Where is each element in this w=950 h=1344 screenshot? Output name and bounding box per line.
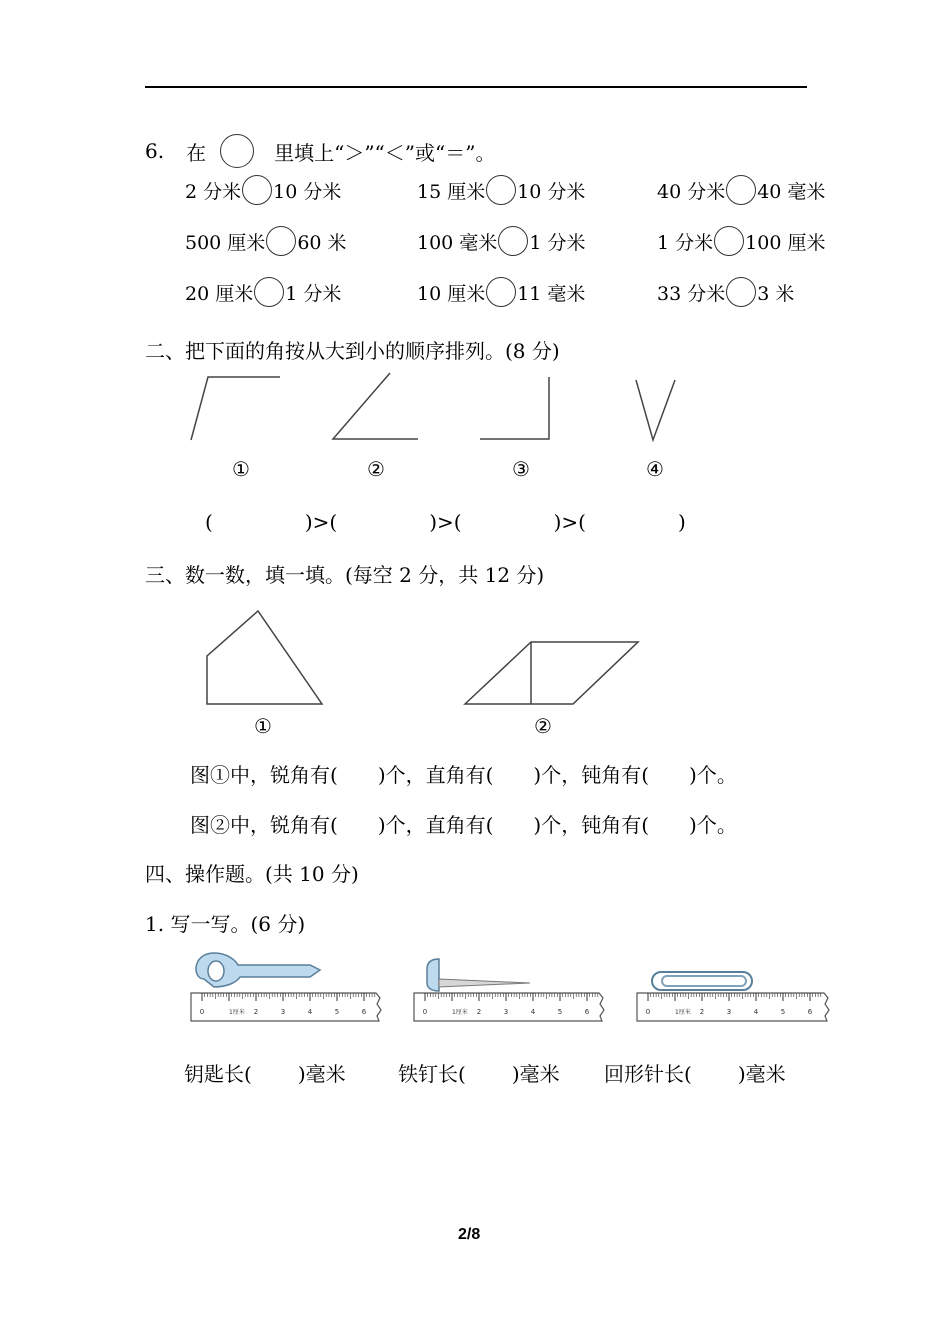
q1-title: 1. 写一写。(6 分) [145,912,306,936]
angle-label-2: ② [367,457,385,481]
ruler-nail-group [413,947,605,1023]
shape-1-figure [207,611,322,704]
ruler [190,992,382,1022]
ruler-graphic [190,992,382,1022]
q6-prefix: 在 [186,140,207,165]
angle-label-3: ③ [512,457,530,481]
shape-label-2: ② [534,714,552,738]
section3-title: 三、数一数，填一填。(每空 2 分，共 12 分) [145,563,545,587]
angle-2-figure [333,373,418,439]
q6-number: 6. [145,139,165,163]
order-answer-line: ( )>( )>( )>( ) [205,510,686,534]
compare-item: 2 分米 10 分米 [185,175,341,205]
section4-title: 四、操作题。(共 10 分) [145,862,359,886]
ruler [636,992,830,1022]
ruler-tick-label: 4 [753,1008,759,1016]
ruler-tick-label: 4 [307,1008,313,1016]
ruler-tick-label: 5 [780,1008,786,1016]
ruler-tick-label: 6 [584,1008,590,1016]
compare-item: 20 厘米 1 分米 [185,277,341,307]
ruler-tick-label: 6 [807,1008,813,1016]
ruler-tick-label: 5 [557,1008,563,1016]
shape-label-1: ① [254,714,272,738]
angle-label-1: ① [232,457,250,481]
section2-title: 二、把下面的角按从大到小的顺序排列。(8 分) [145,339,560,363]
compare-item: 100 毫米 1 分米 [417,226,585,256]
ruler-tick-label: 4 [530,1008,536,1016]
ruler-tick-label: 1厘米 [229,1009,245,1016]
ruler-graphic [413,992,605,1022]
ruler-tick-label: 1厘米 [452,1009,468,1016]
angle-label-4: ④ [646,457,664,481]
angle-3-figure [480,377,549,439]
angle-1-figure [191,377,280,440]
shape-2-figure [465,642,638,704]
compare-item: 15 厘米 10 分米 [417,175,585,205]
ruler-paperclip-group [636,947,830,1023]
ruler-tick-label: 3 [726,1008,732,1016]
compare-item: 40 分米 40 毫米 [657,175,825,205]
nail-answer: 铁钉长( )毫米 [398,1062,560,1086]
compare-item: 500 厘米 60 米 [185,226,347,256]
angle-4-figure [636,380,675,440]
compare-item: 10 厘米 11 毫米 [417,277,585,307]
shape-2-question: 图②中，锐角有( )个，直角有( )个，钝角有( )个。 [190,813,737,837]
paperclip-answer: 回形针长( )毫米 [604,1062,786,1086]
compare-item: 33 分米 3 米 [657,277,794,307]
ruler-tick-label: 1厘米 [675,1009,691,1016]
ruler-tick-label: 2 [476,1008,482,1016]
ruler-body [637,993,829,1021]
ruler-tick-label: 2 [253,1008,259,1016]
ruler-tick-label: 2 [699,1008,705,1016]
ruler-graphic [636,992,830,1022]
ruler-tick-label: 0 [422,1008,428,1016]
shape-1-question: 图①中，锐角有( )个，直角有( )个，钝角有( )个。 [190,763,737,787]
ruler-tick-label: 5 [334,1008,340,1016]
ruler-tick-label: 0 [199,1008,205,1016]
ruler-tick-label: 3 [503,1008,509,1016]
ruler-key-group [190,947,382,1023]
compare-item: 1 分米 100 厘米 [657,226,825,256]
ruler-tick-label: 3 [280,1008,286,1016]
ruler-body [414,993,604,1021]
q6-instruction: 里填上“＞”“＜”或“＝”。 [274,140,496,165]
ruler-body [191,993,381,1021]
page-number: 2/8 [458,1226,481,1243]
key-answer: 钥匙长( )毫米 [184,1062,346,1086]
ruler [413,992,605,1022]
ruler-tick-label: 0 [645,1008,651,1016]
ruler-tick-label: 6 [361,1008,367,1016]
